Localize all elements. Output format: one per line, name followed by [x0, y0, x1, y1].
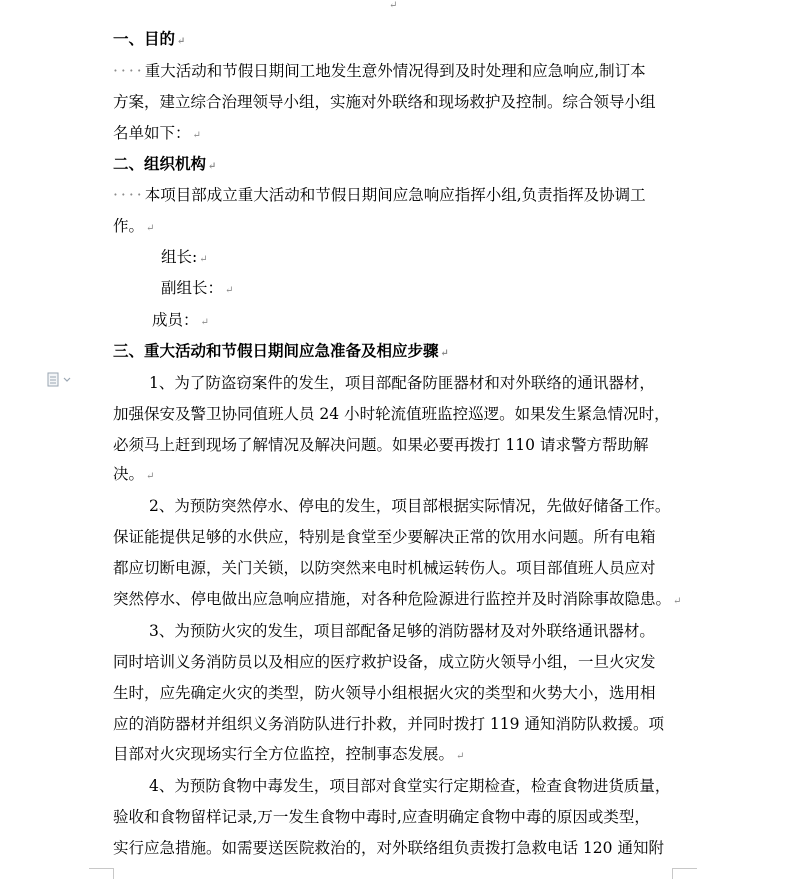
leader-line: 组长: ↵ — [161, 248, 208, 266]
text-line: 实行应急措施。如需要送医院救治的，对外联络组负责拨打急救电话 120 通知附 — [113, 839, 664, 857]
heading-emergency-steps: 三、重大活动和节假日期间应急准备及相应步骤 ↵ — [113, 341, 449, 360]
page-corner-mark-right — [672, 868, 697, 879]
text-line: 都应切断电源，关门关锁，以防突然来电时机械运转伤人。项目部值班人员应对 — [113, 559, 656, 577]
text-line: 4、为预防食物中毒发生，项目部对食堂实行定期检查，检查食物进货质量， — [149, 777, 671, 795]
heading-organization: 二、组织机构 ↵ — [113, 154, 217, 173]
text-line: 保证能提供足够的水供应，特别是食堂至少要解决正常的饮用水问题。所有电箱 — [113, 528, 656, 546]
text-line: 决。 ↵ — [113, 465, 155, 483]
text-line: 方案，建立综合治理领导小组，实施对外联络和现场救护及控制。综合领导小组 — [113, 93, 656, 111]
text-line: 验收和食物留样记录,万一发生食物中毒时,应查明确定食物中毒的原因或类型， — [113, 808, 650, 826]
text-line: 目部对火灾现场实行全方位监控，控制事态发展。 ↵ — [113, 745, 465, 763]
document-icon[interactable] — [47, 372, 73, 388]
deputy-leader-line: 副组长： ↵ — [161, 279, 234, 297]
text-line: 突然停水、停电做出应急响应措施，对各种危险源进行监控并及时消除事故隐患。 ↵ — [113, 590, 682, 608]
page-corner-mark-left — [89, 868, 114, 879]
text-line: ····重大活动和节假日期间工地发生意外情况得到及时处理和应急响应,制订本 — [113, 62, 646, 80]
text-line: 2、为预防突然停水、停电的发生，项目部根据实际情况，先做好储备工作。 — [149, 497, 671, 515]
text-line: 名单如下： ↵ — [113, 124, 201, 142]
text-line: 必须马上赶到现场了解情况及解决问题。如果必要再拨打 110 请求警方帮助解 — [113, 436, 649, 454]
text-line: 同时培训义务消防员以及相应的医疗救护设备，成立防火领导小组，一旦火灾发 — [113, 653, 656, 671]
heading-purpose: 一、目的 ↵ — [113, 29, 186, 48]
text-line: 作。 ↵ — [113, 217, 155, 235]
members-line: 成员： ↵ — [152, 311, 209, 329]
text-line: 3、为预防火灾的发生，项目部配备足够的消防器材及对外联络通讯器材。 — [149, 622, 655, 640]
text-line: 应的消防器材并组织义务消防队进行扑救，并同时拨打 119 通知消防队救援。项 — [113, 715, 664, 733]
paragraph-mark-top: ↵ — [389, 0, 398, 11]
text-line: 生时，应先确定火灾的类型，防火领导小组根据火灾的类型和火势大小，选用相 — [113, 684, 656, 702]
text-line: ····本项目部成立重大活动和节假日期间应急响应指挥小组,负责指挥及协调工 — [113, 186, 646, 204]
text-line: 加强保安及警卫协同值班人员 24 小时轮流值班监控巡逻。如果发生紧急情况时， — [113, 405, 670, 423]
text-line: 1、为了防盗窃案件的发生，项目部配备防匪器材和对外联络的通讯器材， — [149, 374, 655, 392]
